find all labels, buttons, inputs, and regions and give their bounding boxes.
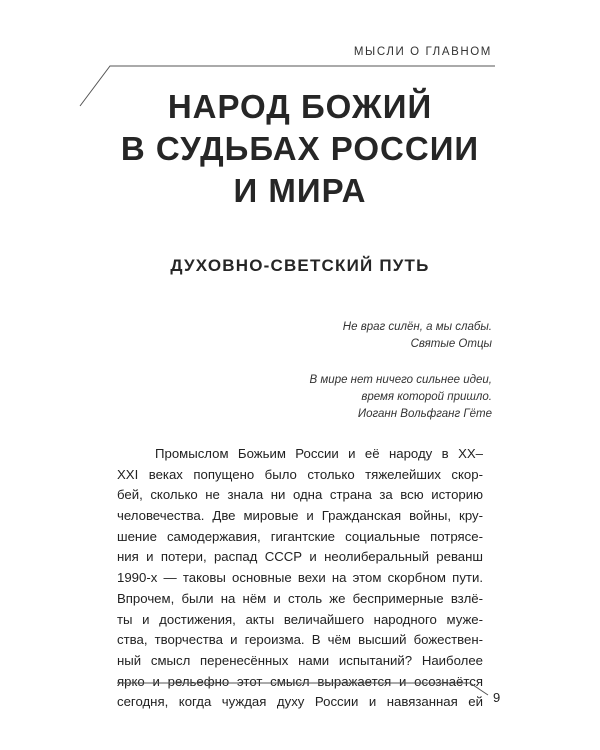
text-line: ты и достижения, акты величайшего народного муже-: [117, 611, 483, 627]
epigraph-author: Святые Отцы: [410, 338, 492, 350]
epigraph-quote: время которой пришло.: [361, 391, 492, 403]
text-line: ния и потери, распад СССР и неолиберальный реванш: [117, 549, 483, 565]
epigraph-author: Иоганн Вольфганг Гёте: [357, 408, 492, 420]
epigraph: [192, 372, 492, 423]
title-line: НАРОД БОЖИЙ: [167, 88, 433, 125]
page-number: 9: [493, 690, 501, 705]
text-line: ства, творчества и героизма. В чём высший божествен-: [117, 632, 483, 648]
text-line: Впрочем, были на нём и столь же беспримерные взлё-: [117, 590, 483, 606]
text-line: сегодня, когда чуждая духу России и навязанная ей: [117, 694, 483, 710]
title-line: И МИРА: [233, 172, 367, 209]
running-head: МЫСЛИ О ГЛАВНОМ: [353, 46, 492, 58]
text-line: Промыслом Божьим России и её народу в XX–: [155, 446, 483, 461]
body-paragraph: [117, 444, 483, 713]
title-line: В СУДЬБАХ РОССИИ: [120, 130, 480, 167]
chapter-title: [0, 86, 600, 212]
text-line: шение самодержавия, гигантские социальные потрясе-: [117, 528, 483, 544]
chapter-subtitle: ДУХОВНО-СВЕТСКИЙ ПУТЬ: [170, 256, 430, 275]
epigraph-quote: В мире нет ничего сильнее идеи,: [309, 374, 492, 386]
epigraph: [192, 319, 492, 353]
text-line: XXI веках попущено было столько тяжелейших скор-: [117, 466, 483, 482]
text-line: ярко и рельефно этот смысл выражается и осознаётся: [117, 673, 483, 689]
epigraph-quote: Не враг силён, а мы слабы.: [342, 321, 492, 333]
text-line: бей, сколько не знала ни одна страна за всю историю: [117, 487, 483, 503]
text-line: 1990-х — таковы основные вехи на этом скорбном пути.: [117, 570, 483, 586]
text-line: ный смысл перенесённых нами испытаний? Наиболее: [117, 652, 483, 668]
text-line: человечества. Две мировые и Гражданская войны, кру-: [117, 508, 483, 524]
